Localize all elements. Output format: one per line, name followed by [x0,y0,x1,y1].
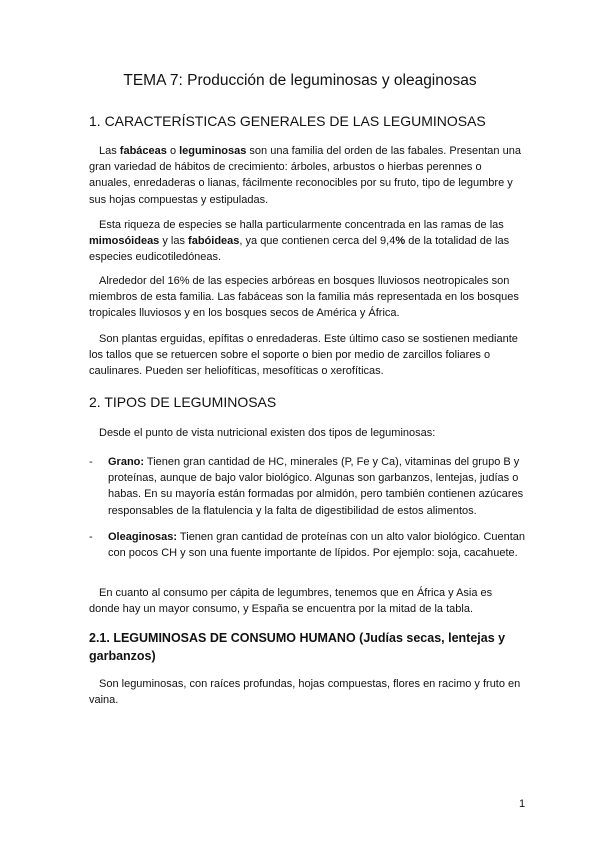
text-run: son una familia del orden de las fabales. Presentan una gran variedad de hábitos de crecimiento: árboles, arbustos o hierbas perennes o anuales, enredaderas o lianas, fácilmente reconocibles por su fruto, tipo de legumbre y sus hojas compuestas y estipuladas. [89,145,521,206]
bullet-dash: - [89,456,93,468]
text-run: Son leguminosas, con raíces profundas, hojas compuestas, flores en racimo y fruto en vaina. [89,678,521,707]
section-2-consumo-paragraph [89,585,525,617]
text-run: Tienen gran cantidad de HC, minerales (P, Fe y Ca), vitaminas del grupo B y proteínas, aunque de bajo valor biológico. Algunas son garbanzos, lentejas, judías o habas. En su mayoría están formadas por almidón, pero también contienen azúcares responsables de la flatulencia y la falta de digestibilidad de estos alimentos. [108,456,524,517]
text-run: o [166,145,180,157]
text-run: Las [99,145,120,157]
bold-percent: % [395,235,406,248]
bullet-term-grano: Grano: [108,456,145,468]
bold-term-leguminosas: leguminosas [179,145,247,157]
bullet-dash: - [89,531,93,543]
text-run: Alrededor del 16% de las especies arbóreas en bosques lluviosos neotropicales son miembros de esta familia. Las fabáceas son la familia más representada en los bosques tropicales lluviosos y en los bosques secos de América y África. [89,275,519,320]
bullet-grano-text [108,454,528,519]
section-2-1-paragraph-1 [89,676,525,708]
text-run: de la totalidad de las especies eudicotiledóneas. [89,235,510,264]
bold-term-faboideas: fabóideas [188,235,240,248]
section-1-paragraph-3 [89,273,525,322]
section-1-heading: 1. CARACTERÍSTICAS GENERALES DE LAS LEGUMINOSAS [89,113,486,129]
text-run: Desde el punto de vista nutricional existen dos tipos de leguminosas: [99,427,436,439]
section-2-heading: 2. TIPOS DE LEGUMINOSAS [89,394,277,410]
text-run: En cuanto al consumo per cápita de legumbres, tenemos que en África y Asia es donde hay un mayor consumo, y España se encuentra por la mitad de la tabla. [89,587,493,616]
page-number: 1 [519,798,526,810]
document-title: TEMA 7: Producción de leguminosas y oleaginosas [123,72,477,89]
section-2-intro [89,425,525,441]
bold-term-fabaceas: fabáceas [119,145,167,157]
bullet-term-oleaginosas: Oleaginosas: [108,531,178,543]
text-run: Esta riqueza de especies se halla particularmente concentrada en las ramas de las [99,219,504,231]
section-1-paragraph-2 [89,217,525,266]
text-run: Tienen gran cantidad de proteínas con un alto valor biológico. Cuentan con pocos CH y son una fuente importante de lípidos. Por ejemplo: soja, cacahuete. [108,531,526,560]
bullet-oleaginosas-text [108,529,528,561]
section-1-paragraph-1 [89,143,525,208]
text-run: Son plantas erguidas, epífitas o enredaderas. Este último caso se sostienen mediante los tallos que se retuercen sobre el soporte o bien por medio de zarcillos foliares o caulinares. Pueden ser heliofíticas, mesofíticas o xerofíticas. [89,333,518,378]
text-run: y las [159,235,189,248]
section-1-paragraph-4 [89,331,525,380]
bold-term-mimosoideas: mimosóideas [89,235,160,248]
text-run: , ya que contienen cerca del 9,4 [239,235,396,248]
section-2-1-heading: 2.1. LEGUMINOSAS DE CONSUMO HUMANO (Judías secas, lentejas y garbanzos) [89,631,506,663]
